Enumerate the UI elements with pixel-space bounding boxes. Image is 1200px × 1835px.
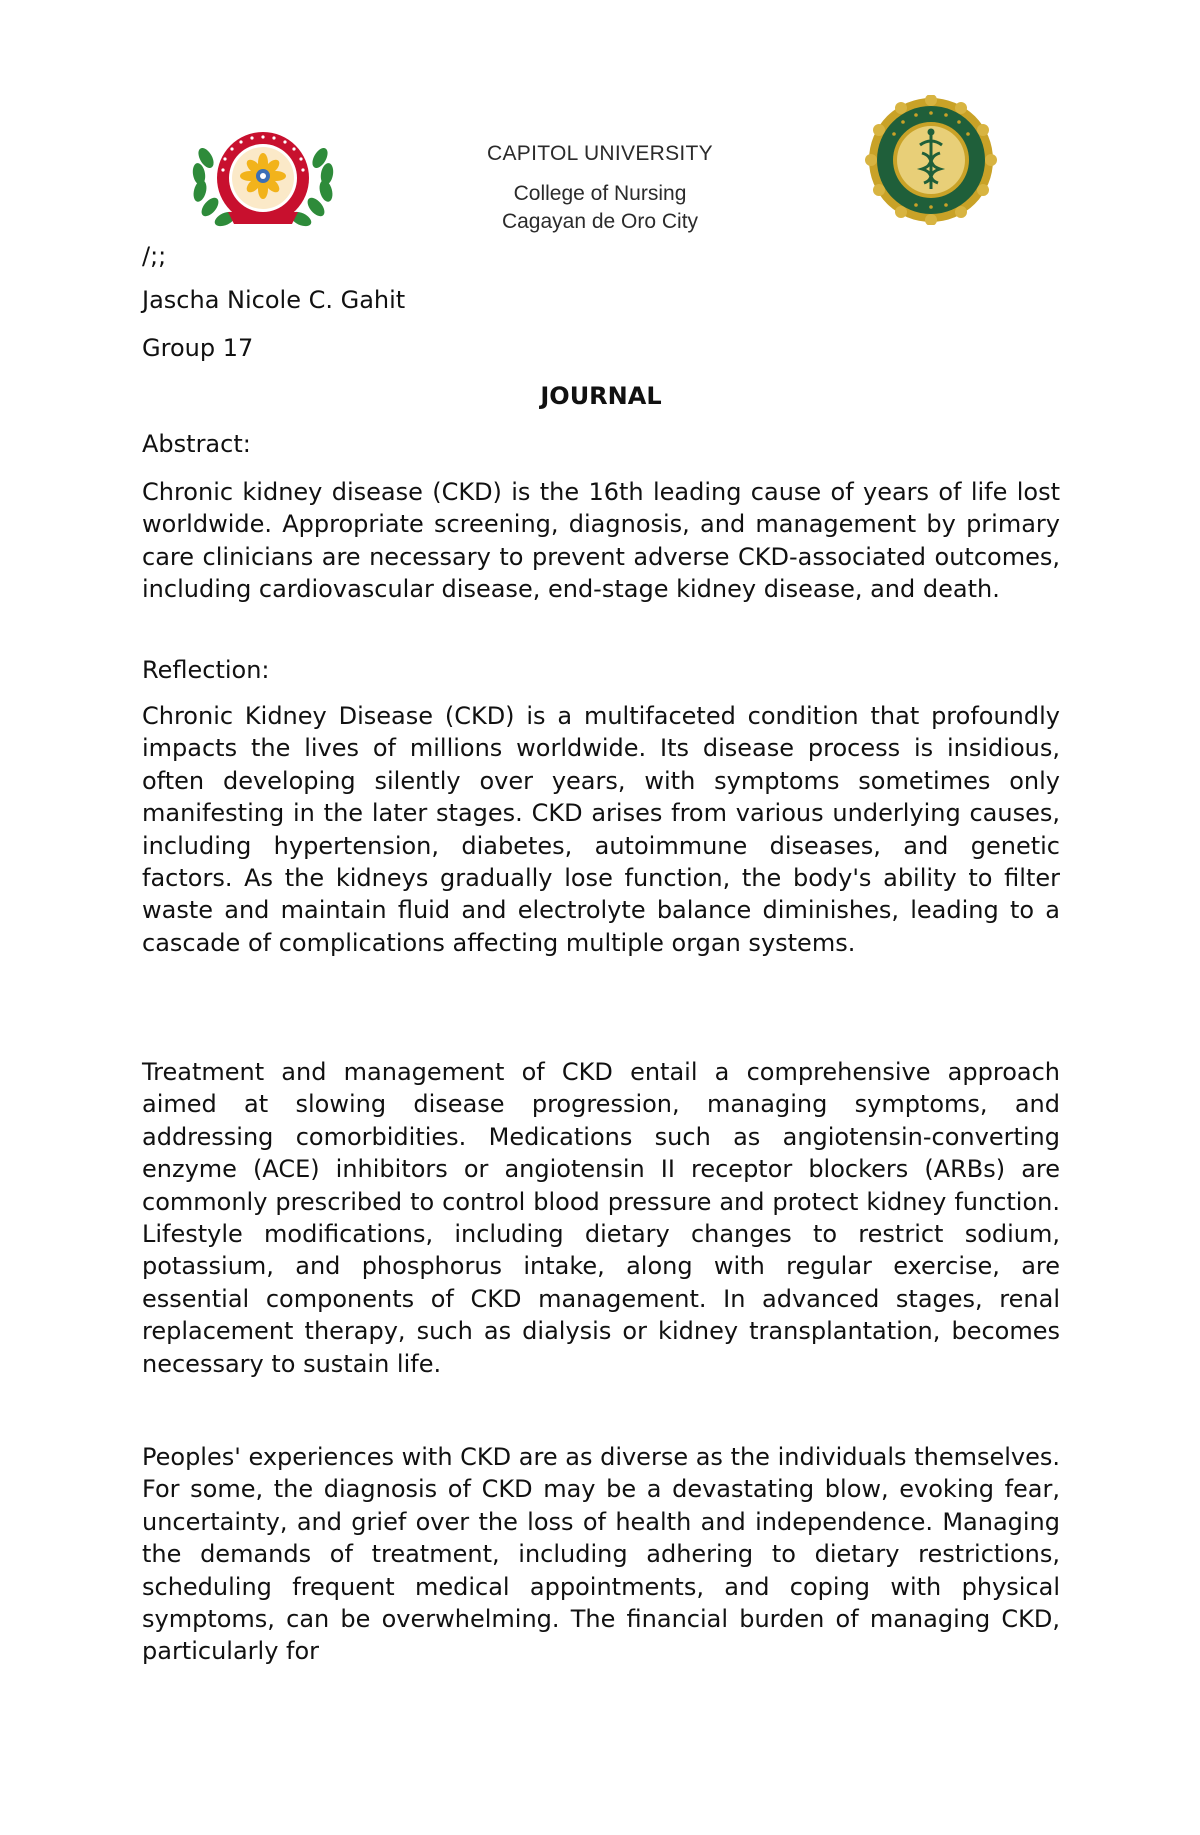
institution-header	[430, 140, 770, 236]
abstract-heading: Abstract:	[142, 430, 251, 458]
document-title: JOURNAL	[540, 382, 662, 410]
abstract-paragraph: Chronic kidney disease (CKD) is the 16th leading cause of years of life lost worldwide. Appropriate screening, diagnosis, and management by primary care clinicians are necessary to prevent adverse CKD-associated outcomes, including cardiovascular disease, end-stage kidney disease, and death.	[142, 478, 1060, 604]
reflection-paragraph-1: Chronic Kidney Disease (CKD) is a multifaceted condition that profoundly impacts the lives of millions worldwide. Its disease process is insidious, often developing silently over years, with symptoms sometimes only manifesting in the later stages. CKD arises from various underlying causes, including hypertension, diabetes, autoimmune diseases, and genetic factors. As the kidneys gradually lose function, the body's ability to filter waste and maintain fluid and electrolyte balance diminishes, leading to a cascade of complications affecting multiple organ systems.	[142, 702, 1060, 957]
reflection-heading: Reflection:	[142, 656, 270, 684]
capitol-university-seal-logo	[188, 128, 338, 234]
student-name: Jascha Nicole C. Gahit	[142, 286, 406, 314]
reflection-paragraph-3: Peoples' experiences with CKD are as diverse as the individuals themselves. For some, the diagnosis of CKD may be a devastating blow, evoking fear, uncertainty, and grief over the loss of health and independence. Managing the demands of treatment, including adhering to dietary restrictions, scheduling frequent medical appointments, and coping with physical symptoms, can be overwhelming. The financial burden of managing CKD, particularly for	[142, 1443, 1060, 1666]
marks-text: /;;	[142, 242, 167, 270]
university-name: CAPITOL UNIVERSITY	[487, 142, 713, 165]
college-of-health-sciences-seal-logo	[860, 95, 1002, 225]
group-label: Group 17	[142, 334, 254, 362]
city-name: Cagayan de Oro City	[501, 210, 699, 233]
college-name: College of Nursing	[513, 182, 687, 205]
reflection-paragraph-2: Treatment and management of CKD entail a comprehensive approach aimed at slowing disease progression, managing symptoms, and addressing comorbidities. Medications such as angiotensin-converting enzyme (ACE) inhibitors or angiotensin II receptor blockers (ARBs) are commonly prescribed to control blood pressure and protect kidney function. Lifestyle modifications, including dietary changes to restrict sodium, potassium, and phosphorus intake, along with regular exercise, are essential components of CKD management. In advanced stages, renal replacement therapy, such as dialysis or kidney transplantation, becomes necessary to sustain life.	[142, 1058, 1060, 1378]
